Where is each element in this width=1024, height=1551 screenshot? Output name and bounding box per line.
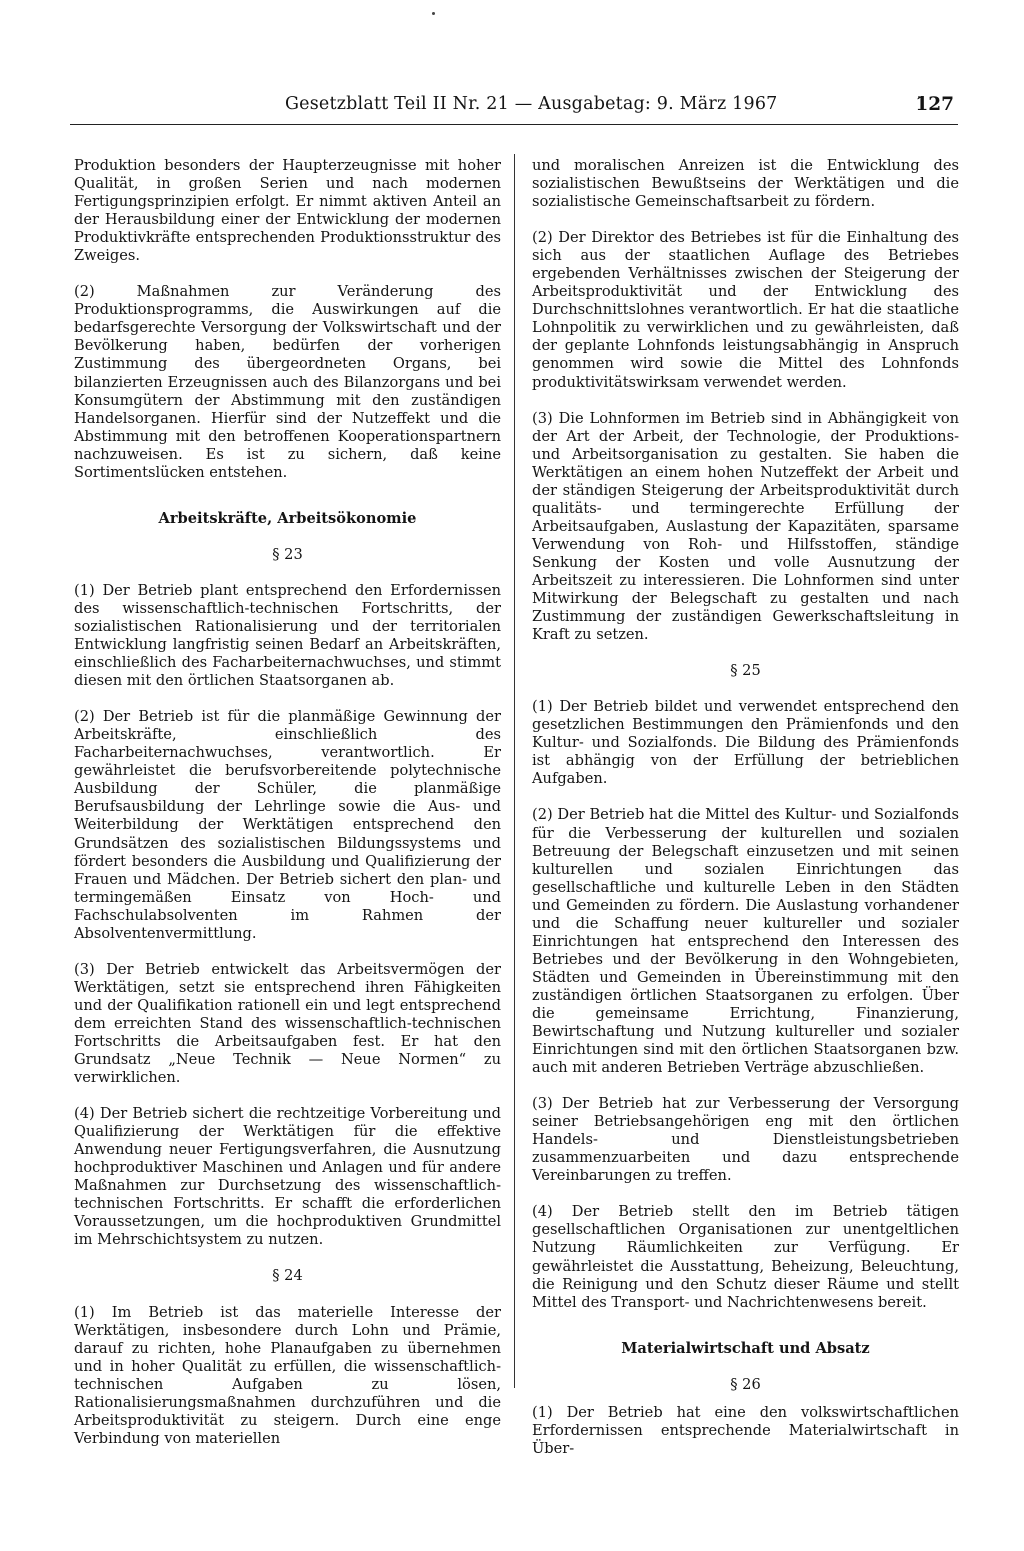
paragraph: und moralischen Anreizen ist die Entwicklung des sozialistischen Bewußtseins der Werktätigen und die sozialistische Gemeinschaftsarbeit zu fördern. [532, 157, 959, 211]
section-heading: Arbeitskräfte, Arbeitsökonomie [158, 509, 417, 527]
section-number: § 23 [272, 545, 303, 563]
paragraph: Produktion besonders der Haupterzeugnisse mit hoher Qualität, in großen Serien und nach modernen Fertigungsprinzipien erfolgt. Er nimmt aktiven Anteil an der Herausbildung einer der Entwicklung der modernen Produktivkräfte entsprechenden Produktionsstruktur des Zweiges. [74, 157, 501, 265]
header-title: Gesetzblatt Teil II Nr. 21 — Ausgabetag: 9. März 1967 [285, 94, 778, 114]
scan-speck [432, 12, 435, 15]
paragraph: (3) Die Lohnformen im Betrieb sind in Abhängigkeit von der Art der Arbeit, der Technologie, der Produktions- und Arbeitsorganisation zu gestalten. Sie haben die Werktätigen an einem hohen Nutzeffekt der Arbeit und der ständigen Steigerung der Arbeitsproduktivität durch qualitäts- und termingerechte Erfüllung der Arbeitsaufgaben, Auslastung der Kapazitäten, sparsame Verwendung von Roh- und Hilfsstoffen, ständige Senkung der Kosten und volle Ausnutzung der Arbeitszeit zu interessieren. Die Lohnformen sind unter Mitwirkung der Belegschaft zu gestalten und nach Zustimmung der zuständigen Gewerkschaftsleitung in Kraft zu setzen. [532, 409, 959, 644]
paragraph: (2) Maßnahmen zur Veränderung des Produktionsprogramms, die Auswirkungen auf die bedarfsgerechte Versorgung der Volkswirtschaft und der Bevölkerung haben, bedürfen der vorherigen Zustimmung des übergeordneten Organs, bei bilanzierten Erzeugnissen auch des Bilanzorgans und bei Konsumgütern der Abstimmung mit den zuständigen Handelsorganen. Hierfür sind der Nutzeffekt und die Abstimmung mit den betroffenen Kooperationspartnern nachzuweisen. Es ist zu sichern, daß keine Sortimentslücken entstehen. [74, 283, 501, 481]
paragraph: (4) Der Betrieb stellt den im Betrieb tätigen gesellschaftlichen Organisationen zur unentgeltlichen Nutzung Räumlichkeiten zur Verfügung. Er gewährleistet die Ausstattung, Beheizung, Beleuchtung, die Reinigung und den Schutz dieser Räume und stellt Mittel des Transport- und Nachrichtenwesens bereit. [532, 1203, 959, 1311]
paragraph: (1) Der Betrieb bildet und verwendet entsprechend den gesetzlichen Bestimmungen den Prämienfonds und den Kultur- und Sozialfonds. Die Bildung des Prämienfonds ist abhängig von der Erfüllung der betrieblichen Aufgaben. [532, 698, 959, 788]
header-rule [70, 124, 958, 125]
section-heading: Materialwirtschaft und Absatz [621, 1339, 870, 1357]
paragraph: (1) Der Betrieb hat eine den volkswirtschaftlichen Erfordernissen entsprechende Materialwirtschaft in Über- [532, 1403, 959, 1457]
paragraph: (3) Der Betrieb entwickelt das Arbeitsvermögen der Werktätigen, setzt sie entsprechend ihren Fähigkeiten und der Qualifikation rationell ein und legt entsprechend dem erreichten Stand des wissenschaftlich-technischen Fortschritts die Arbeitsaufgaben fest. Er hat den Grundsatz „Neue Technik — Neue Normen“ zu verwirklichen. [74, 960, 501, 1087]
page-number: 127 [915, 94, 954, 115]
paragraph: (2) Der Betrieb hat die Mittel des Kultur- und Sozialfonds für die Verbesserung der kulturellen und sozialen Betreuung der Belegschaft einzusetzen und mit seinen kulturellen und sozialen Einrichtungen das gesellschaftliche und kulturelle Leben in den Städten und Gemeinden zu fördern. Die Auslastung vorhandener und die Schaffung neuer kultureller und sozialer Einrichtungen hat entsprechend den Interessen des Betriebes und der Bevölkerung in den Wohngebieten, Städten und Gemeinden in Übereinstimmung mit den zuständigen örtlichen Staatsorganen zu erfolgen. Über die gemeinsame Errichtung, Finanzierung, Bewirtschaftung und Nutzung kultureller und sozialer Einrichtungen sind mit den örtlichen Staatsorganen bzw. auch mit anderen Betrieben Verträge abzuschließen. [532, 806, 959, 1077]
paragraph: (1) Im Betrieb ist das materielle Interesse der Werktätigen, insbesondere durch Lohn und Prämie, darauf zu richten, hohe Planaufgaben zu übernehmen und in hoher Qualität zu erfüllen, die wissenschaftlich-technischen Aufgaben zu lösen, Rationalisierungsmaßnahmen durchzuführen und die Arbeitsproduktivität zu steigern. Durch eine enge Verbindung von materiellen [74, 1303, 501, 1447]
paragraph: (2) Der Betrieb ist für die planmäßige Gewinnung der Arbeitskräfte, einschließlich des Facharbeiternachwuchses, verantwortlich. Er gewährleistet die berufsvorbereitende polytechnische Ausbildung der Schüler, die planmäßige Berufsausbildung der Lehrlinge sowie die Aus- und Weiterbildung der Werktätigen entsprechend den Grundsätzen des sozialistischen Bildungssystems und fördert besonders die Ausbildung und Qualifizierung der Frauen und Mädchen. Der Betrieb sichert den plan- und termingemäßen Einsatz von Hoch- und Fachschulabsolventen im Rahmen der Absolventenvermittlung. [74, 708, 501, 942]
paragraph: (1) Der Betrieb plant entsprechend den Erfordernissen des wissenschaftlich-technischen Fortschritts, der sozialistischen Rationalisierung und der territorialen Entwicklung langfristig seinen Bedarf an Arbeitskräften, einschließlich des Facharbeiternachwuchses, und stimmt diesen mit den örtlichen Staatsorganen ab. [74, 581, 501, 690]
column-divider [514, 154, 515, 1388]
section-number: § 25 [730, 662, 761, 680]
left-column [74, 157, 501, 1466]
paragraph: (2) Der Direktor des Betriebes ist für die Einhaltung des sich aus der staatlichen Auflage des Betriebes ergebenden Verhältnisses zwischen der Steigerung der Arbeitsproduktivität und der Entwicklung des Durchschnittslohnes verantwortlich. Er hat die staatliche Lohnpolitik zu verwirklichen und zu gewährleisten, daß der geplante Lohnfonds leistungsabhängig in Anspruch genommen wird sowie die Mittel des Lohnfonds produktivitätswirksam verwendet werden. [532, 229, 959, 391]
page-header [70, 92, 958, 122]
right-column [532, 157, 959, 1468]
paragraph: (4) Der Betrieb sichert die rechtzeitige Vorbereitung und Qualifizierung der Werktätigen für die effektive Anwendung neuer Fertigungsverfahren, die Ausnutzung hochproduktiver Maschinen und Anlagen und für andere Maßnahmen zur Durchsetzung des wissenschaftlich-technischen Fortschritts. Er schafft die erforderlichen Voraussetzungen, um die hochproduktiven Grundmittel im Mehrschichtsystem zu nutzen. [74, 1105, 501, 1249]
section-number: § 24 [272, 1267, 303, 1285]
paragraph: (3) Der Betrieb hat zur Verbesserung der Versorgung seiner Betriebsangehörigen eng mit den örtlichen Handels- und Dienstleistungsbetrieben zusammenzuarbeiten und dazu entsprechende Vereinbarungen zu treffen. [532, 1095, 959, 1185]
section-number: § 26 [730, 1375, 761, 1393]
